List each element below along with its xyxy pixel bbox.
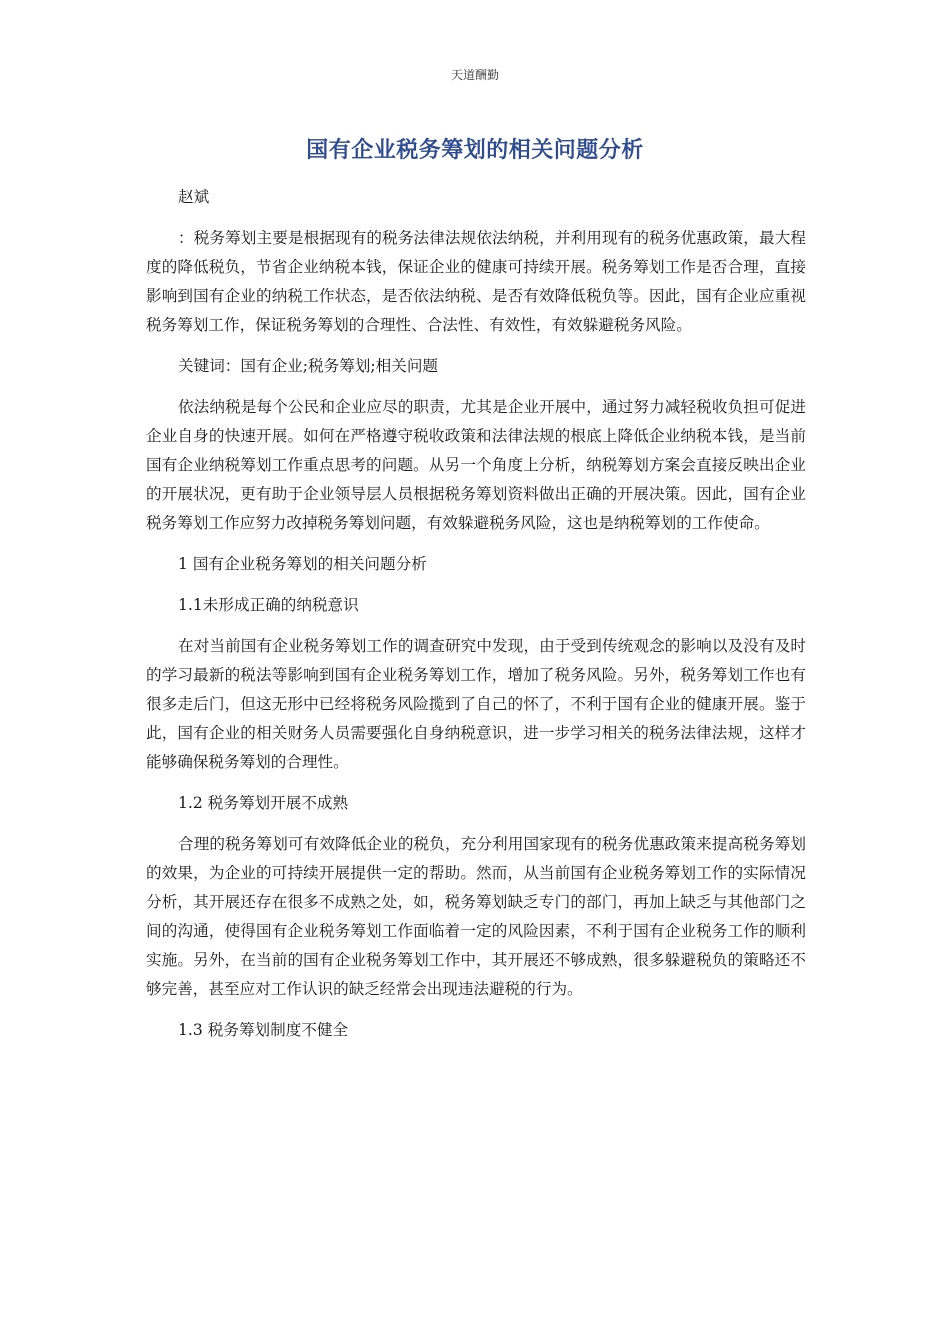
section-heading-1-1: 1.1未形成正确的纳税意识 — [178, 596, 359, 614]
section-heading-1-2: 1.2 税务筹划开展不成熟 — [178, 794, 349, 812]
paragraph-1-2: 合理的税务筹划可有效降低企业的税负，充分利用国家现有的税务优惠政策来提高税务筹划的效果，为企业的可持续开展提供一定的帮助。然而，从当前国有企业税务筹划工作的实际情况分析，其开展还存在很多不成熟之处，如，税务筹划缺乏专门的部门，再加上缺乏与其他部门之间的沟通，使得国有企业税务筹划工作面临着一定的风险因素，不利于国有企业税务工作的顺利实施。另外，在当前的国有企业税务筹划工作中，其开展还不够成熟，很多躲避税负的策略还不够完善，甚至应对工作认识的缺乏经常会出现违法避税的行为。 — [146, 835, 806, 998]
abstract: ：税务筹划主要是根据现有的税务法律法规依法纳税，并利用现有的税务优惠政策，最大程度的降低税负，节省企业纳税本钱，保证企业的健康可持续开展。税务筹划工作是否合理，直接影响到国有企业的纳税工作状态，是否依法纳税、是否有效降低税负等。因此，国有企业应重视税务筹划工作，保证税务筹划的合理性、合法性、有效性，有效躲避税务风险。 — [146, 229, 806, 334]
page-header: 天道酬勤 — [450, 68, 499, 82]
author: 赵斌 — [178, 188, 210, 206]
document-title: 国有企业税务筹划的相关问题分析 — [306, 138, 644, 163]
section-heading-1: 1 国有企业税务筹划的相关问题分析 — [178, 555, 427, 573]
keywords: 关键词：国有企业;税务筹划;相关问题 — [178, 357, 439, 375]
intro-paragraph: 依法纳税是每个公民和企业应尽的职责，尤其是企业开展中，通过努力减轻税收负担可促进企业自身的快速开展。如何在严格遵守税收政策和法律法规的根底上降低企业纳税本钱，是当前国有企业纳税筹划工作重点思考的问题。从另一个角度上分析，纳税筹划方案会直接反映出企业的开展状况，更有助于企业领导层人员根据税务筹划资料做出正确的开展决策。因此，国有企业税务筹划工作应努力改掉税务筹划问题，有效躲避税务风险，这也是纳税筹划的工作使命。 — [146, 398, 806, 532]
section-heading-1-3: 1.3 税务筹划制度不健全 — [178, 1021, 349, 1039]
paragraph-1-1: 在对当前国有企业税务筹划工作的调查研究中发现，由于受到传统观念的影响以及没有及时的学习最新的税法等影响到国有企业税务筹划工作，增加了税务风险。另外，税务筹划工作也有很多走后门，但这无形中已经将税务风险揽到了自己的怀了，不利于国有企业的健康开展。鉴于此，国有企业的相关财务人员需要强化自身纳税意识，进一步学习相关的税务法律法规，这样才能够确保税务筹划的合理性。 — [146, 637, 806, 771]
document-body — [146, 183, 806, 1057]
